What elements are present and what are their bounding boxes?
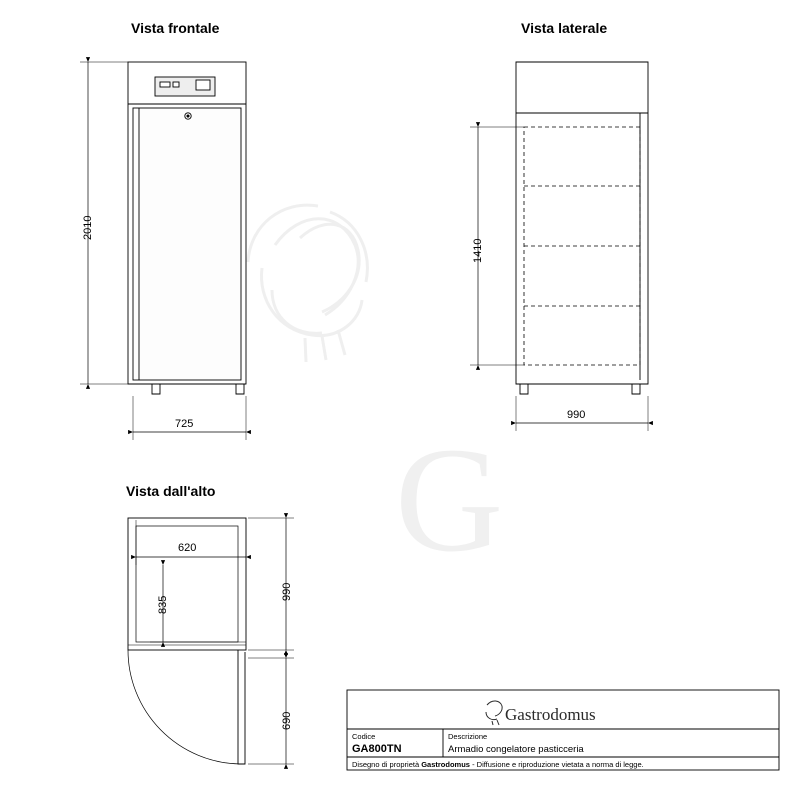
top-total-depth-label: 990 <box>281 582 293 601</box>
front-height-label: 2010 <box>82 215 94 240</box>
watermark-logo <box>248 205 367 362</box>
top-view-drawing <box>128 518 246 764</box>
copyright-footer <box>352 760 644 769</box>
side-view-drawing <box>516 62 648 394</box>
title-block-frame <box>347 690 779 770</box>
side-view-title: Vista laterale <box>521 20 608 36</box>
copyright-prefix: Disegno di proprietà <box>352 760 422 769</box>
side-interior-height-label: 1410 <box>472 238 484 263</box>
copyright-brand: Gastrodomus <box>421 760 470 769</box>
code-value: GA800TN <box>352 743 402 755</box>
top-inner-depth-label: 835 <box>157 595 169 614</box>
front-view-title: Vista frontale <box>131 20 220 36</box>
code-label: Codice <box>352 732 376 741</box>
description-label: Descrizione <box>448 732 488 741</box>
top-inner-width-label: 620 <box>178 542 197 554</box>
side-depth-label: 990 <box>567 409 586 421</box>
front-width-label: 725 <box>175 418 194 430</box>
front-view-drawing <box>128 62 246 394</box>
copyright-suffix: - Diffusione e riproduzione vietata a norma di legge. <box>469 760 644 769</box>
top-view-title: Vista dall'alto <box>126 483 216 499</box>
door-swing-label: 690 <box>281 711 293 730</box>
watermark-letter: G <box>395 417 504 583</box>
description-value: Armadio congelatore pasticceria <box>448 744 584 755</box>
brand-wordmark: Gastrodomus <box>505 705 596 724</box>
